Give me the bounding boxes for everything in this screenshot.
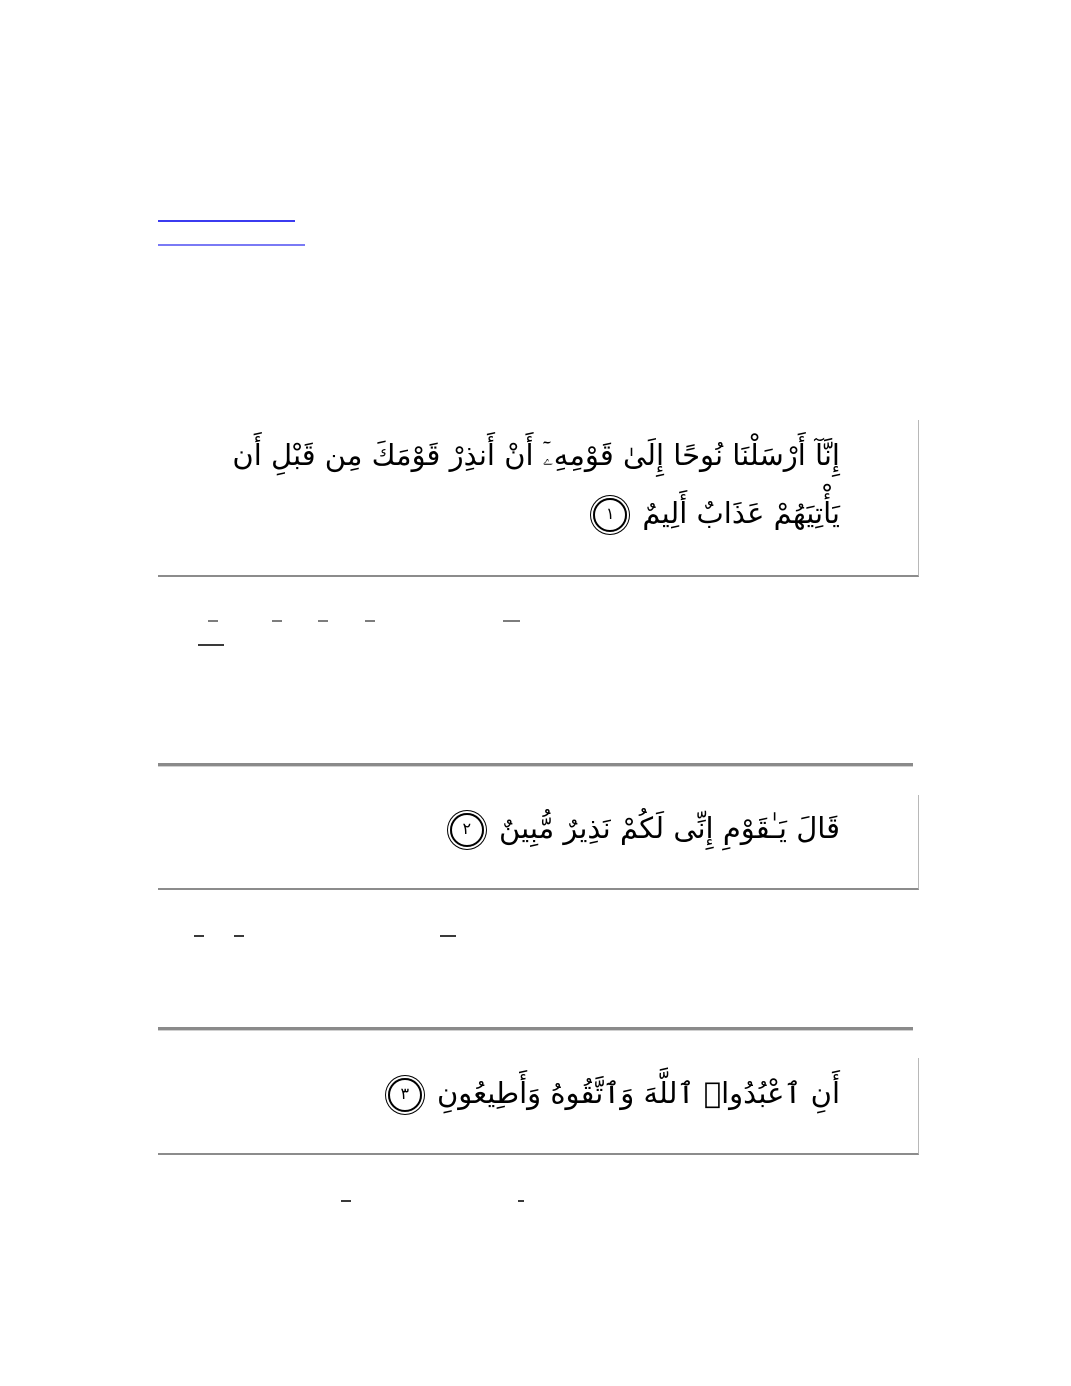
verse-arabic-3: [158, 1058, 918, 1122]
nav-link-2[interactable]: [158, 244, 305, 246]
macron-mark: [518, 1200, 524, 1202]
transliteration-row-1: [158, 598, 918, 638]
macron-mark: [208, 620, 218, 622]
verse-box-2: [158, 795, 919, 890]
macron-mark: [440, 935, 456, 937]
verse-arabic-1: [158, 420, 918, 542]
macron-mark: [198, 644, 224, 646]
nav-link-1[interactable]: [158, 220, 295, 222]
transliteration-row-2: [158, 915, 918, 955]
macron-mark: [272, 620, 282, 622]
macron-mark: [341, 1200, 351, 1202]
macron-mark: [234, 935, 244, 937]
macron-mark: [194, 935, 204, 937]
verse-text-3: أَنِ ٱعْبُدُوا۟ ٱللَّهَ وَٱتَّقُوهُ وَأَطِيعُونِ: [436, 1076, 840, 1110]
verse-text-2: قَالَ يَـٰقَوْمِ إِنِّى لَكُمْ نَذِيرٌ مُّبِينٌ: [499, 811, 840, 845]
verse-arabic-2: [158, 795, 918, 857]
macron-mark: [365, 620, 375, 622]
transliteration-row-3: [158, 1180, 918, 1220]
verse-number-medallion-icon: ٣: [388, 1078, 422, 1112]
divider-2: [158, 1027, 913, 1031]
verse-number-medallion-icon: ١: [593, 498, 627, 532]
macron-mark: [503, 620, 520, 622]
divider-1: [158, 763, 913, 767]
macron-mark: [318, 620, 328, 622]
verse-box-3: [158, 1058, 919, 1155]
verse-box-1: [158, 420, 919, 577]
verse-number-medallion-icon: ٢: [450, 813, 484, 847]
verse-text-1: إِنَّآ أَرْسَلْنَا نُوحًا إِلَىٰ قَوْمِهِۦٓ أَنْ أَنذِرْ قَوْمَكَ مِن قَبْلِ أَن يَأْتِيَهُمْ عَذَابٌ أَلِيمٌ: [232, 438, 840, 530]
